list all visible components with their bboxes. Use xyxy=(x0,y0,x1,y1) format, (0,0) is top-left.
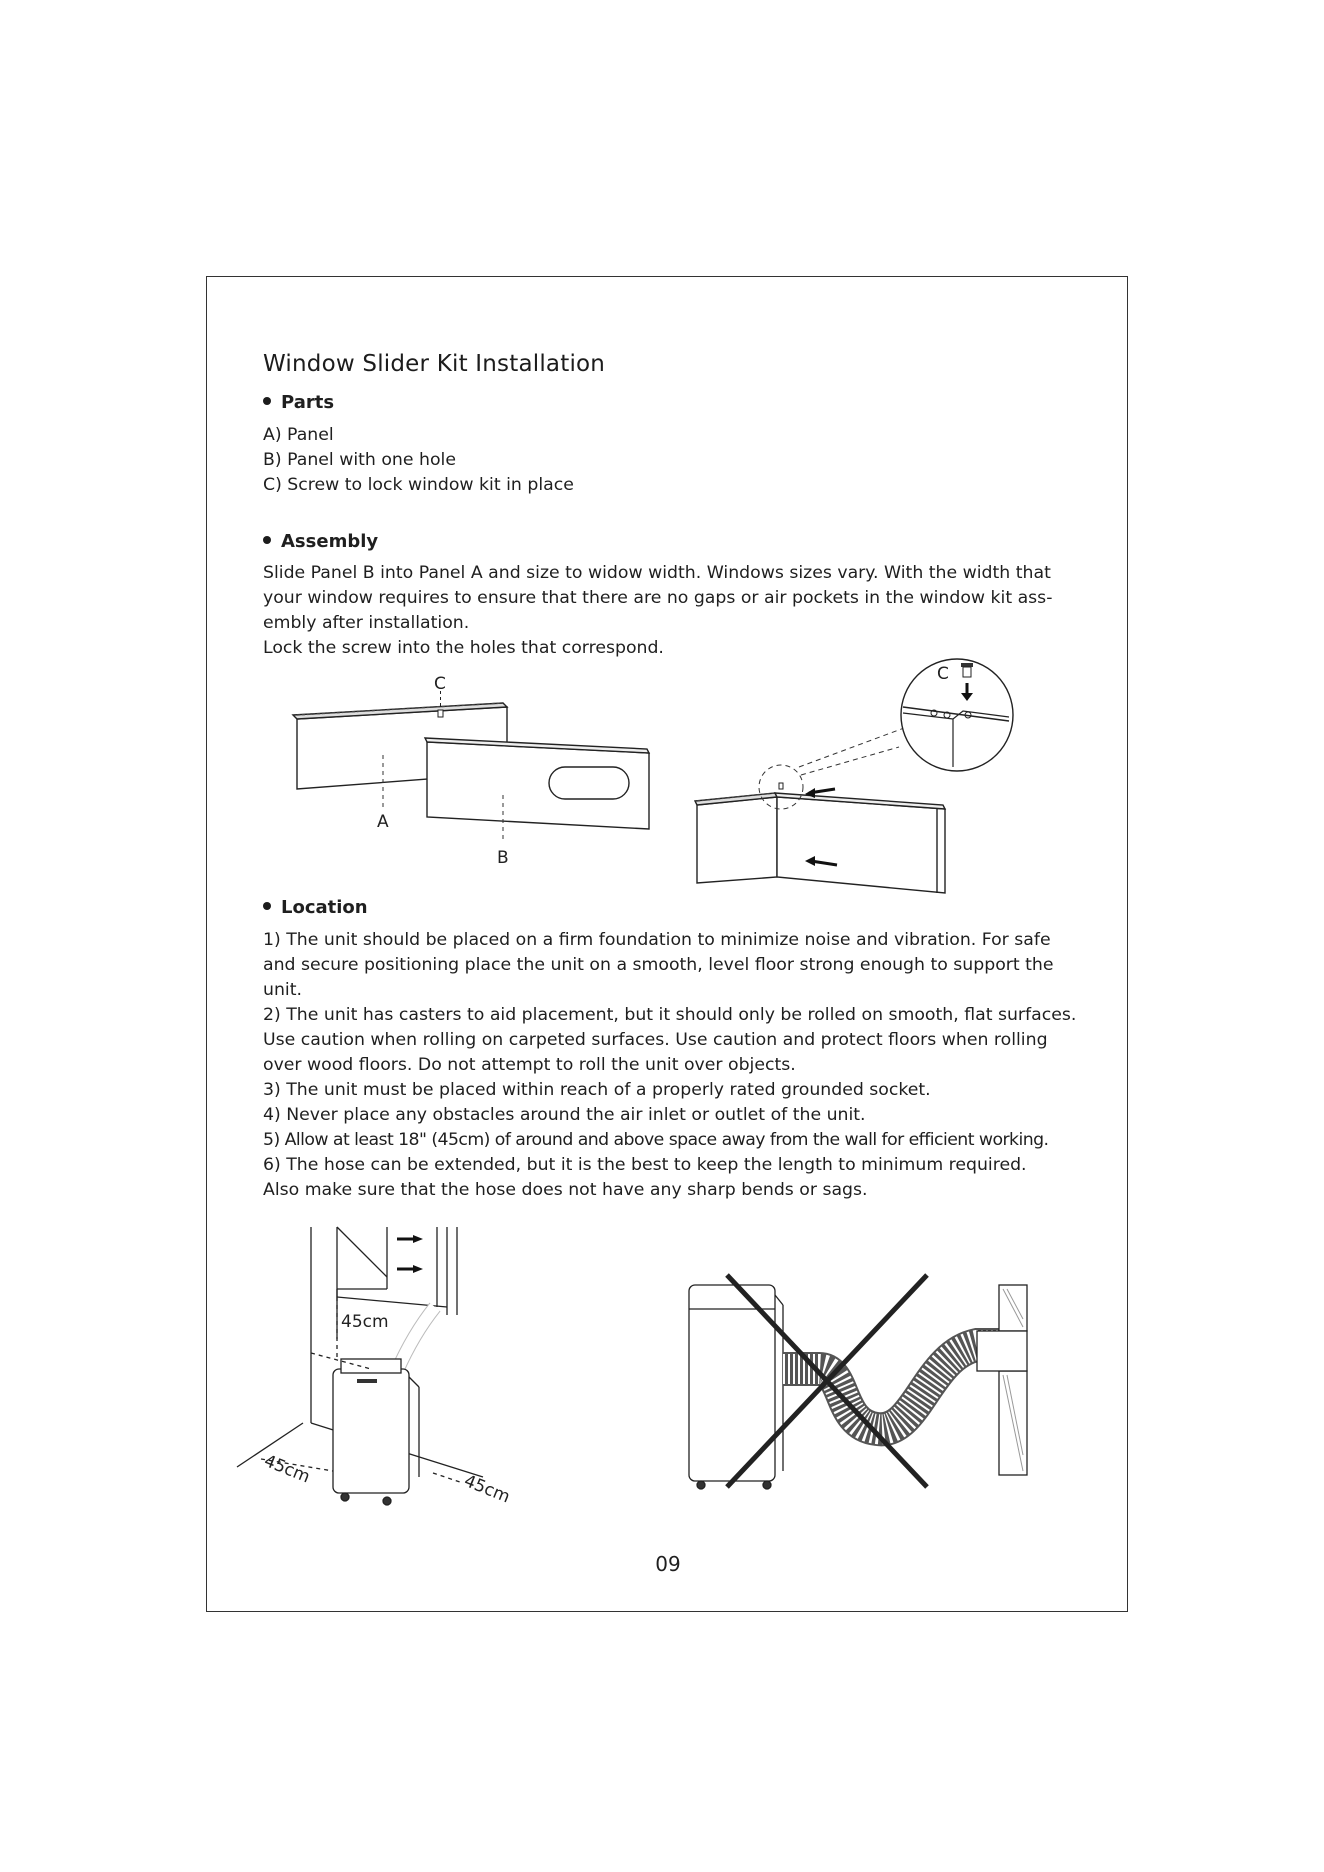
location-line: 3) The unit must be placed within reach of a properly rated grounded socket. xyxy=(263,1080,931,1100)
clearance-left-label: 45cm xyxy=(261,1451,313,1488)
parts-item-a: A) Panel xyxy=(263,425,334,445)
location-line: Use caution when rolling on carpeted surfaces. Use caution and protect floors when rolling xyxy=(263,1030,1048,1050)
location-line: Also make sure that the hose does not have any sharp bends or sags. xyxy=(263,1180,868,1200)
parts-item-c: C) Screw to lock window kit in place xyxy=(263,475,574,495)
location-line: 1) The unit should be placed on a firm foundation to minimize noise and vibration. For safe xyxy=(263,930,1051,950)
label-b: B xyxy=(497,848,509,868)
label-c: C xyxy=(434,674,446,694)
clearance-top-label: 45cm xyxy=(341,1312,389,1332)
assembly-line: your window requires to ensure that there are no gaps or air pockets in the window kit ass- xyxy=(263,588,1053,608)
label-c-detail: C xyxy=(937,664,949,684)
parts-list xyxy=(263,423,1093,498)
location-heading: Location xyxy=(263,897,368,918)
page-number: 09 xyxy=(655,1552,681,1576)
page-title: Window Slider Kit Installation xyxy=(263,351,606,377)
location-line: 4) Never place any obstacles around the air inlet or outlet of the unit. xyxy=(263,1105,866,1125)
parts-item-b: B) Panel with one hole xyxy=(263,450,456,470)
location-line: 2) The unit has casters to aid placement, but it should only be rolled on smooth, flat surfaces. xyxy=(263,1005,1077,1025)
assembly-line: Lock the screw into the holes that correspond. xyxy=(263,638,664,658)
panel-assembly-diagram xyxy=(287,674,647,868)
location-line: and secure positioning place the unit on a smooth, level floor strong enough to support the xyxy=(263,955,1054,975)
location-text xyxy=(263,928,1093,1203)
clearance-right-label: 45cm xyxy=(461,1471,513,1508)
location-line: 5) Allow at least 18" (45cm) of around and above space away from the wall for efficient working. xyxy=(263,1130,1049,1150)
location-line: unit. xyxy=(263,980,302,1000)
incorrect-hose-diagram xyxy=(677,1275,1057,1499)
location-line: over wood floors. Do not attempt to roll the unit over objects. xyxy=(263,1055,796,1075)
clearance-diagram xyxy=(237,1227,567,1513)
label-a: A xyxy=(377,812,389,832)
parts-heading: Parts xyxy=(263,392,334,413)
bullet-icon xyxy=(263,536,271,544)
assembly-text xyxy=(263,561,1093,661)
kit-detail-diagram xyxy=(687,657,1107,897)
bullet-icon xyxy=(263,902,271,910)
location-line: 6) The hose can be extended, but it is the best to keep the length to minimum required. xyxy=(263,1155,1027,1175)
bullet-icon xyxy=(263,397,271,405)
assembly-line: embly after installation. xyxy=(263,613,470,633)
page-frame xyxy=(206,276,1128,1612)
assembly-line: Slide Panel B into Panel A and size to widow width. Windows sizes vary. With the width that xyxy=(263,563,1051,583)
assembly-heading: Assembly xyxy=(263,531,378,552)
